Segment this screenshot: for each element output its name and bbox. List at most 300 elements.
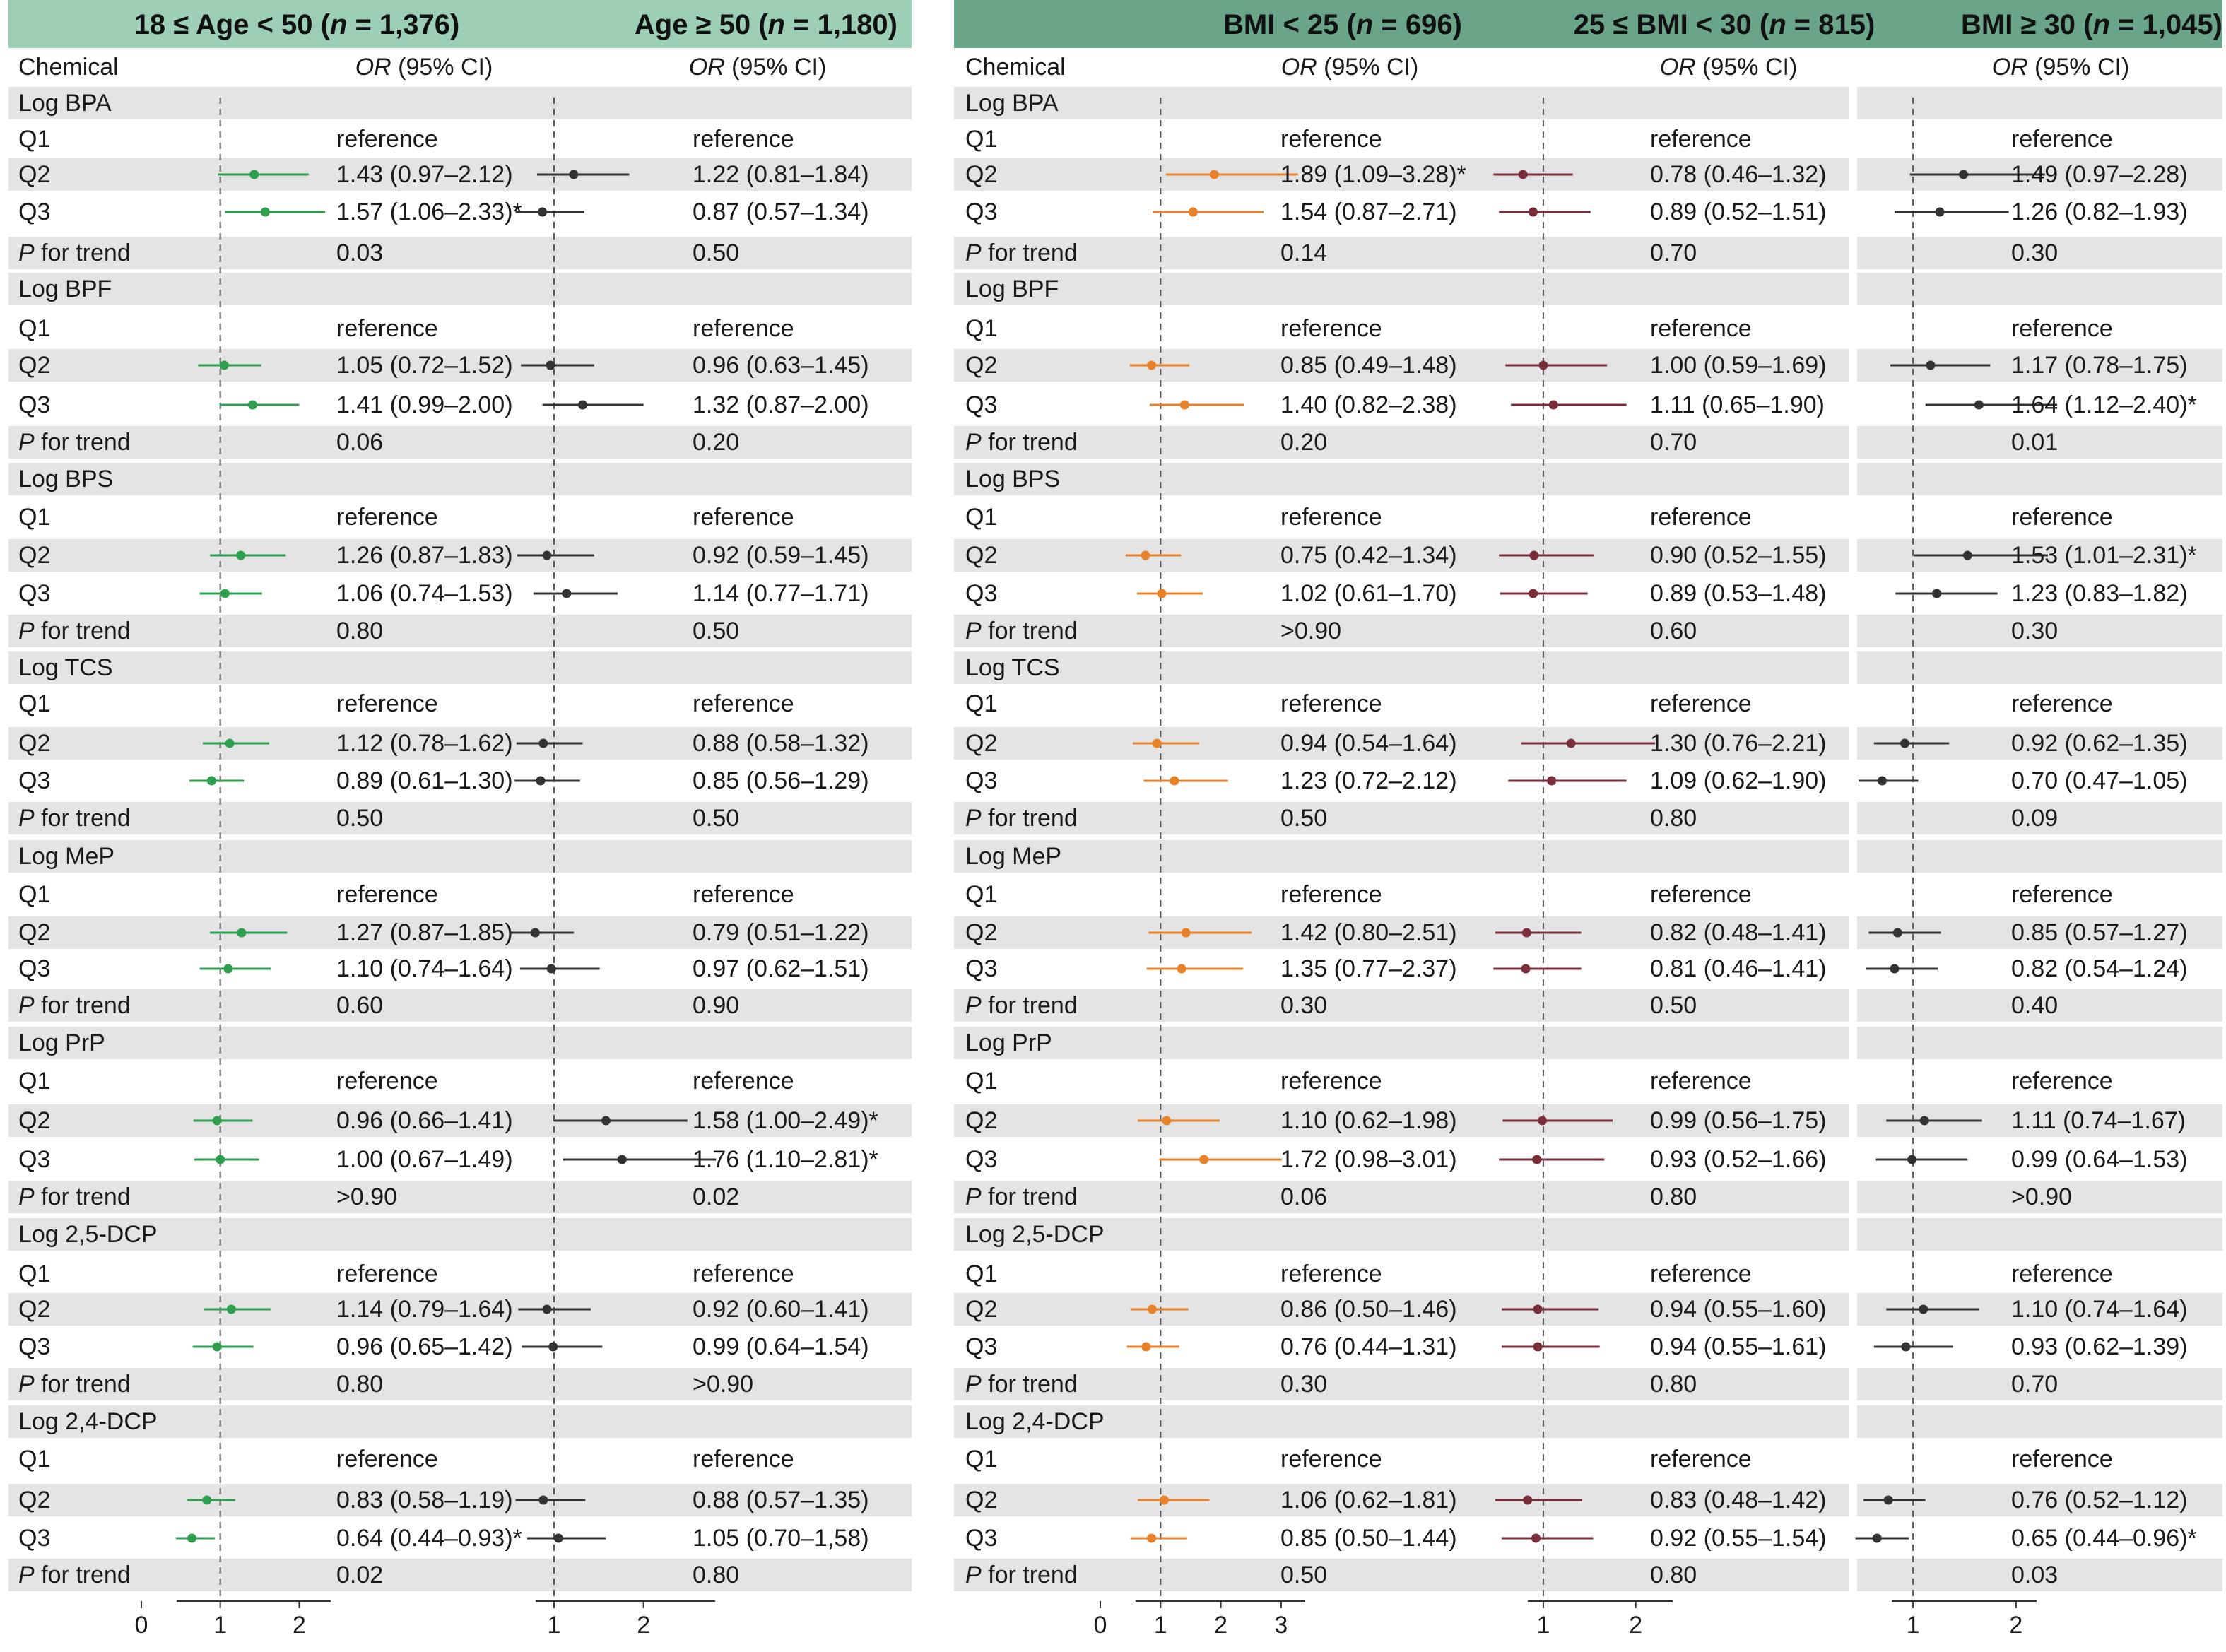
- p-trend-1-0: 0.50: [693, 240, 740, 266]
- quartile-label-1-0-1: Q1: [965, 315, 998, 342]
- or-point-2-4-q2: [1182, 928, 1191, 938]
- stripe-left-1-0: [8, 273, 912, 305]
- p-trend-0-0: 0.03: [336, 240, 384, 266]
- panel-header-1-part-1: n: [767, 9, 785, 40]
- trend-label-0-0: [18, 240, 131, 266]
- quartile-label-6-0-1: Q1: [965, 1261, 998, 1287]
- reference-text-1-7: reference: [693, 1446, 794, 1473]
- quartile-label-6-2-0: Q3: [18, 1333, 51, 1360]
- or-text-2-5-q3: 1.72 (0.98–3.01): [1280, 1146, 1457, 1173]
- column-label-or-1: [689, 54, 827, 81]
- stripe-mid-3-0: [954, 651, 1849, 684]
- reference-text-1-0: reference: [693, 126, 794, 153]
- panel-header-0: [134, 9, 460, 40]
- or-point-0-2-q3: [220, 589, 230, 598]
- or-point-4-7-q3: [1873, 1534, 1882, 1543]
- p-trend-3-4: 0.50: [1650, 992, 1697, 1019]
- or-point-2-5-q2: [1162, 1116, 1171, 1126]
- or-text-2-7-q2: 1.06 (0.62–1.81): [1280, 1487, 1457, 1514]
- reference-text-4-5: reference: [2011, 1068, 2113, 1095]
- panel-header-1-part-2: = 1,180): [784, 9, 897, 40]
- p-trend-1-1: 0.20: [693, 429, 740, 456]
- column-label-or-2-part-1: (95% CI): [1317, 54, 1419, 81]
- reference-text-0-3: reference: [336, 690, 438, 717]
- or-text-0-5-q2: 0.96 (0.66–1.41): [336, 1107, 513, 1134]
- or-text-3-5-q3: 0.93 (0.52–1.66): [1650, 1146, 1827, 1173]
- stripe-left-3-0: [8, 651, 912, 684]
- trend-label-5-0-part-1: for trend: [34, 1184, 131, 1210]
- quartile-label-5-0-1: Q1: [965, 1068, 998, 1095]
- quartile-label-4-0-1: Q1: [965, 881, 998, 908]
- quartile-label-2-2-1: Q3: [965, 580, 998, 607]
- trend-label-4-0-part-1: for trend: [34, 992, 131, 1019]
- or-text-2-1-q3: 1.40 (0.82–2.38): [1280, 391, 1457, 418]
- or-text-2-0-q3: 1.54 (0.87–2.71): [1280, 199, 1457, 225]
- chemical-label-6-0: Log 2,5-DCP: [18, 1221, 158, 1248]
- or-text-2-4-q2: 1.42 (0.80–2.51): [1280, 919, 1457, 946]
- column-label-or-3: [1660, 54, 1798, 81]
- panel-header-1-part-0: Age ≥ 50 (: [634, 9, 768, 40]
- or-point-4-6-q3: [1901, 1343, 1910, 1352]
- column-label-or-0: [355, 54, 493, 81]
- or-point-1-6-q3: [548, 1343, 558, 1352]
- p-trend-0-6: 0.80: [336, 1371, 384, 1398]
- or-text-4-4-q2: 0.85 (0.57–1.27): [2011, 919, 2188, 946]
- or-text-0-7-q2: 0.83 (0.58–1.19): [336, 1487, 513, 1514]
- p-trend-3-0: 0.70: [1650, 240, 1697, 266]
- quartile-label-0-1-0: Q2: [18, 161, 51, 188]
- reference-text-3-1: reference: [1650, 315, 1752, 342]
- or-point-1-5-q2: [601, 1116, 611, 1126]
- quartile-label-0-2-0: Q3: [18, 199, 51, 225]
- column-label-or-4: [1992, 54, 2130, 81]
- column-label-chemical-right: Chemical: [965, 54, 1066, 81]
- quartile-label-4-2-0: Q3: [18, 955, 51, 982]
- trend-label-3-0-part-0: P: [18, 805, 35, 832]
- or-point-0-2-q2: [236, 551, 245, 560]
- or-text-2-2-q2: 0.75 (0.42–1.34): [1280, 542, 1457, 569]
- reference-text-3-6: reference: [1650, 1261, 1752, 1287]
- p-trend-0-3: 0.50: [336, 805, 384, 832]
- trend-label-5-1-part-0: P: [965, 1184, 982, 1210]
- reference-text-0-0: reference: [336, 126, 438, 153]
- or-text-2-6-q2: 0.86 (0.50–1.46): [1280, 1296, 1457, 1323]
- reference-text-0-4: reference: [336, 881, 438, 908]
- or-text-1-3-q3: 0.85 (0.56–1.29): [693, 767, 869, 794]
- panel-header-0-part-2: = 1,376): [347, 9, 460, 40]
- or-text-3-6-q2: 0.94 (0.55–1.60): [1650, 1296, 1827, 1323]
- reference-text-1-4: reference: [693, 881, 794, 908]
- reference-text-3-4: reference: [1650, 881, 1752, 908]
- reference-text-2-2: reference: [1280, 504, 1382, 531]
- reference-text-1-2: reference: [693, 504, 794, 531]
- reference-text-4-1: reference: [2011, 315, 2113, 342]
- p-trend-0-4: 0.60: [336, 992, 384, 1019]
- chemical-label-1-1: Log BPF: [965, 276, 1059, 302]
- trend-label-4-1-part-1: for trend: [981, 992, 1078, 1019]
- reference-text-4-7: reference: [2011, 1446, 2113, 1473]
- stripe-left-1-4: [8, 426, 912, 459]
- trend-label-0-0-part-0: P: [18, 240, 35, 266]
- trend-label-7-0-part-1: for trend: [34, 1562, 131, 1588]
- stripe-right-2-0: [1857, 463, 2222, 495]
- or-text-0-2-q2: 1.26 (0.87–1.83): [336, 542, 513, 569]
- or-text-3-1-q2: 1.00 (0.59–1.69): [1650, 352, 1827, 379]
- reference-text-1-5: reference: [693, 1068, 794, 1095]
- p-trend-0-5: >0.90: [336, 1184, 398, 1210]
- or-point-0-4-q2: [237, 928, 246, 938]
- quartile-label-5-0-0: Q1: [18, 1068, 51, 1095]
- or-text-0-4-q3: 1.10 (0.74–1.64): [336, 955, 513, 982]
- reference-text-2-0: reference: [1280, 126, 1382, 153]
- column-label-chemical-left: Chemical: [18, 54, 119, 81]
- or-text-0-7-q3: 0.64 (0.44–0.93)*: [336, 1525, 522, 1552]
- stripe-right-5-0: [1857, 1027, 2222, 1059]
- or-point-2-2-q3: [1158, 589, 1167, 598]
- panel-header-2-part-1: n: [1355, 9, 1374, 40]
- or-text-2-0-q2: 1.89 (1.09–3.28)*: [1280, 161, 1466, 188]
- quartile-label-6-1-1: Q2: [965, 1296, 998, 1323]
- trend-label-6-1-part-0: P: [965, 1371, 982, 1398]
- stripe-mid-4-4: [954, 989, 1849, 1022]
- chemical-label-7-1: Log 2,4-DCP: [965, 1408, 1105, 1435]
- stripe-right-0-0: [1857, 87, 2222, 119]
- or-text-0-3-q2: 1.12 (0.78–1.62): [336, 730, 513, 757]
- or-point-1-0-q2: [569, 170, 578, 179]
- column-label-or-3-part-0: OR: [1659, 54, 1696, 81]
- reference-text-2-4: reference: [1280, 881, 1382, 908]
- trend-label-1-0: [18, 429, 131, 456]
- quartile-label-5-2-0: Q3: [18, 1146, 51, 1173]
- or-point-3-2-q3: [1529, 589, 1538, 598]
- p-trend-1-7: 0.80: [693, 1562, 740, 1588]
- or-text-1-0-q3: 0.87 (0.57–1.34): [693, 199, 869, 225]
- or-point-2-6-q2: [1148, 1305, 1157, 1314]
- trend-label-3-1: [965, 805, 1078, 832]
- or-point-4-5-q3: [1907, 1155, 1916, 1164]
- or-text-2-2-q3: 1.02 (0.61–1.70): [1280, 580, 1457, 607]
- trend-label-6-1: [965, 1371, 1078, 1398]
- chemical-label-2-0: Log BPS: [18, 466, 114, 492]
- or-text-2-4-q3: 1.35 (0.77–2.37): [1280, 955, 1457, 982]
- quartile-label-7-0-1: Q1: [965, 1446, 998, 1473]
- p-trend-3-2: 0.60: [1650, 618, 1697, 644]
- or-text-1-3-q2: 0.88 (0.58–1.32): [693, 730, 869, 757]
- column-label-or-2: [1281, 54, 1419, 81]
- stripe-mid-0-0: [954, 87, 1849, 119]
- chemical-label-5-0: Log PrP: [18, 1029, 105, 1056]
- or-point-2-1-q2: [1147, 361, 1156, 370]
- trend-label-5-1-part-1: for trend: [981, 1184, 1078, 1210]
- or-point-0-0-q2: [249, 170, 259, 179]
- chemical-label-0-1: Log BPA: [965, 90, 1059, 117]
- or-text-0-2-q3: 1.06 (0.74–1.53): [336, 580, 513, 607]
- p-trend-2-0: 0.14: [1280, 240, 1328, 266]
- or-text-0-1-q3: 1.41 (0.99–2.00): [336, 391, 513, 418]
- or-point-1-4-q3: [547, 964, 556, 974]
- quartile-label-0-0-0: Q1: [18, 126, 51, 153]
- stripe-right-7-0: [1857, 1405, 2222, 1438]
- reference-text-2-7: reference: [1280, 1446, 1382, 1473]
- quartile-label-7-1-1: Q2: [965, 1487, 998, 1514]
- or-point-3-0-q2: [1519, 170, 1528, 179]
- or-text-3-7-q2: 0.83 (0.48–1.42): [1650, 1487, 1827, 1514]
- p-trend-4-7: 0.03: [2011, 1562, 2059, 1588]
- quartile-label-2-0-1: Q1: [965, 504, 998, 531]
- or-point-3-1-q2: [1538, 361, 1548, 370]
- chemical-label-3-0: Log TCS: [18, 654, 113, 681]
- or-text-4-2-q2: 1.53 (1.01–2.31)*: [2011, 542, 2197, 569]
- or-point-3-2-q2: [1529, 551, 1538, 560]
- x-axis-tick-label-3-1: 2: [1629, 1612, 1643, 1639]
- or-point-2-5-q3: [1199, 1155, 1208, 1164]
- quartile-label-6-1-0: Q2: [18, 1296, 51, 1323]
- panel-header-4-part-0: BMI ≥ 30 (: [1961, 9, 2093, 40]
- or-point-4-7-q2: [1884, 1496, 1893, 1505]
- or-text-3-2-q2: 0.90 (0.52–1.55): [1650, 542, 1827, 569]
- or-point-4-6-q2: [1919, 1305, 1928, 1314]
- quartile-label-3-0-1: Q1: [965, 690, 998, 717]
- chemical-label-4-0: Log MeP: [18, 843, 115, 870]
- reference-text-4-2: reference: [2011, 504, 2113, 531]
- or-text-3-3-q3: 1.09 (0.62–1.90): [1650, 767, 1827, 794]
- p-trend-4-5: >0.90: [2011, 1184, 2073, 1210]
- column-label-or-0-part-1: (95% CI): [391, 54, 493, 81]
- or-text-4-7-q2: 0.76 (0.52–1.12): [2011, 1487, 2188, 1514]
- reference-text-2-3: reference: [1280, 690, 1382, 717]
- trend-label-1-1: [965, 429, 1078, 456]
- p-trend-4-6: 0.70: [2011, 1371, 2059, 1398]
- stripe-right-6-0: [1857, 1218, 2222, 1251]
- x-axis-tick-label-2-0: 0: [1093, 1612, 1107, 1639]
- chemical-label-0-0: Log BPA: [18, 90, 112, 117]
- or-text-3-4-q3: 0.81 (0.46–1.41): [1650, 955, 1827, 982]
- or-text-1-0-q2: 1.22 (0.81–1.84): [693, 161, 869, 188]
- quartile-label-3-0-0: Q1: [18, 690, 51, 717]
- or-text-3-0-q3: 0.89 (0.52–1.51): [1650, 199, 1827, 225]
- or-text-1-4-q2: 0.79 (0.51–1.22): [693, 919, 869, 946]
- or-point-3-6-q2: [1533, 1305, 1543, 1314]
- quartile-label-3-1-1: Q2: [965, 730, 998, 757]
- stripe-left-7-4: [8, 1559, 912, 1591]
- reference-text-2-6: reference: [1280, 1261, 1382, 1287]
- quartile-label-0-0-1: Q1: [965, 126, 998, 153]
- or-point-3-4-q2: [1522, 928, 1531, 938]
- panel-header-0-part-1: n: [329, 9, 348, 40]
- or-point-2-3-q3: [1170, 777, 1179, 786]
- chemical-label-3-1: Log TCS: [965, 654, 1060, 681]
- p-trend-2-2: >0.90: [1280, 618, 1342, 644]
- or-text-2-1-q2: 0.85 (0.49–1.48): [1280, 352, 1457, 379]
- or-point-3-1-q3: [1549, 401, 1558, 410]
- or-text-4-6-q2: 1.10 (0.74–1.64): [2011, 1296, 2188, 1323]
- x-axis-tick-label-0-0: 0: [134, 1612, 148, 1639]
- or-text-2-7-q3: 0.85 (0.50–1.44): [1280, 1525, 1457, 1552]
- x-axis-tick-label-2-3: 3: [1274, 1612, 1288, 1639]
- or-point-4-1-q2: [1926, 361, 1935, 370]
- stripe-mid-2-0: [954, 463, 1849, 495]
- or-text-3-2-q3: 0.89 (0.53–1.48): [1650, 580, 1827, 607]
- p-trend-4-2: 0.30: [2011, 618, 2059, 644]
- or-point-2-0-q3: [1189, 208, 1198, 217]
- or-text-4-1-q3: 1.64 (1.12–2.40)*: [2011, 391, 2197, 418]
- quartile-label-7-2-0: Q3: [18, 1525, 51, 1552]
- or-text-1-2-q2: 0.92 (0.59–1.45): [693, 542, 869, 569]
- or-text-0-0-q3: 1.57 (1.06–2.33)*: [336, 199, 522, 225]
- stripe-left-0-4: [8, 237, 912, 269]
- or-point-3-0-q3: [1529, 208, 1538, 217]
- quartile-label-1-1-0: Q2: [18, 352, 51, 379]
- p-trend-2-3: 0.50: [1280, 805, 1328, 832]
- p-trend-1-3: 0.50: [693, 805, 740, 832]
- or-text-1-5-q3: 1.76 (1.10–2.81)*: [693, 1146, 878, 1173]
- or-point-3-6-q3: [1533, 1343, 1543, 1352]
- trend-label-2-1-part-1: for trend: [981, 618, 1078, 644]
- trend-label-0-1-part-1: for trend: [981, 240, 1078, 266]
- quartile-label-1-2-1: Q3: [965, 391, 998, 418]
- p-trend-3-7: 0.80: [1650, 1562, 1697, 1588]
- or-text-3-3-q2: 1.30 (0.76–2.21): [1650, 730, 1827, 757]
- chemical-label-2-1: Log BPS: [965, 466, 1061, 492]
- p-trend-0-1: 0.06: [336, 429, 384, 456]
- or-point-0-0-q3: [261, 208, 270, 217]
- or-text-0-5-q3: 1.00 (0.67–1.49): [336, 1146, 513, 1173]
- or-point-4-2-q2: [1963, 551, 1972, 560]
- x-axis-tick-label-2-1: 1: [1153, 1612, 1167, 1639]
- reference-text-1-6: reference: [693, 1261, 794, 1287]
- stripe-left-5-4: [8, 1181, 912, 1213]
- or-point-3-4-q3: [1521, 964, 1531, 974]
- p-trend-3-6: 0.80: [1650, 1371, 1697, 1398]
- trend-label-4-0: [18, 992, 131, 1019]
- or-point-1-1-q2: [546, 361, 555, 370]
- or-point-2-6-q3: [1141, 1343, 1150, 1352]
- or-point-0-3-q3: [207, 777, 216, 786]
- or-point-2-3-q2: [1153, 739, 1162, 748]
- or-point-4-0-q2: [1959, 170, 1968, 179]
- chemical-label-4-1: Log MeP: [965, 843, 1062, 870]
- quartile-label-1-0-0: Q1: [18, 315, 51, 342]
- or-point-1-3-q2: [538, 739, 548, 748]
- x-axis-tick-label-4-1: 2: [2009, 1612, 2023, 1639]
- or-text-3-6-q3: 0.94 (0.55–1.61): [1650, 1333, 1827, 1360]
- trend-label-2-0: [18, 618, 131, 644]
- or-point-1-7-q3: [554, 1534, 563, 1543]
- or-text-0-3-q3: 0.89 (0.61–1.30): [336, 767, 513, 794]
- or-text-3-5-q2: 0.99 (0.56–1.75): [1650, 1107, 1827, 1134]
- stripe-mid-5-4: [954, 1181, 1849, 1213]
- reference-text-0-1: reference: [336, 315, 438, 342]
- or-point-0-6-q3: [213, 1343, 222, 1352]
- quartile-label-3-1-0: Q2: [18, 730, 51, 757]
- p-trend-1-5: 0.02: [693, 1184, 740, 1210]
- or-point-0-5-q3: [216, 1155, 225, 1164]
- or-point-4-0-q3: [1936, 208, 1945, 217]
- trend-label-4-1: [965, 992, 1078, 1019]
- stripe-mid-1-0: [954, 273, 1849, 305]
- quartile-label-7-2-1: Q3: [965, 1525, 998, 1552]
- stripe-left-2-4: [8, 615, 912, 647]
- or-text-0-6-q2: 1.14 (0.79–1.64): [336, 1296, 513, 1323]
- p-trend-4-3: 0.09: [2011, 805, 2059, 832]
- trend-label-5-0: [18, 1184, 131, 1210]
- x-axis-tick-label-1-1: 2: [637, 1612, 651, 1639]
- trend-label-6-0: [18, 1371, 131, 1398]
- reference-text-0-5: reference: [336, 1068, 438, 1095]
- or-point-4-4-q3: [1890, 964, 1899, 974]
- or-point-1-5-q3: [618, 1155, 627, 1164]
- or-point-3-5-q2: [1538, 1116, 1547, 1126]
- quartile-label-4-2-1: Q3: [965, 955, 998, 982]
- stripe-mid-5-0: [954, 1027, 1849, 1059]
- trend-label-6-0-part-0: P: [18, 1371, 35, 1398]
- quartile-label-6-2-1: Q3: [965, 1333, 998, 1360]
- reference-text-4-0: reference: [2011, 126, 2113, 153]
- trend-label-2-0-part-0: P: [18, 618, 35, 644]
- quartile-label-3-2-1: Q3: [965, 767, 998, 794]
- stripe-mid-4-0: [954, 840, 1849, 873]
- or-text-1-7-q2: 0.88 (0.57–1.35): [693, 1487, 869, 1514]
- quartile-label-2-0-0: Q1: [18, 504, 51, 531]
- stripe-mid-6-4: [954, 1368, 1849, 1400]
- chemical-label-6-1: Log 2,5-DCP: [965, 1221, 1105, 1248]
- or-point-4-4-q2: [1893, 928, 1902, 938]
- stripe-mid-1-4: [954, 426, 1849, 459]
- trend-label-2-1-part-0: P: [965, 618, 982, 644]
- trend-label-3-0-part-1: for trend: [34, 805, 131, 832]
- quartile-label-7-0-0: Q1: [18, 1446, 51, 1473]
- stripe-left-0-0: [8, 87, 912, 119]
- or-text-0-6-q3: 0.96 (0.65–1.42): [336, 1333, 513, 1360]
- panel-header-0-part-0: 18 ≤ Age < 50 (: [134, 9, 330, 40]
- x-axis-tick-label-0-1: 1: [213, 1612, 228, 1639]
- or-point-4-2-q3: [1932, 589, 1941, 598]
- or-point-2-0-q2: [1210, 170, 1219, 179]
- or-text-1-1-q2: 0.96 (0.63–1.45): [693, 352, 869, 379]
- or-text-4-1-q2: 1.17 (0.78–1.75): [2011, 352, 2188, 379]
- or-point-2-4-q3: [1177, 964, 1186, 974]
- p-trend-2-1: 0.20: [1280, 429, 1328, 456]
- p-trend-1-2: 0.50: [693, 618, 740, 644]
- stripe-left-2-0: [8, 463, 912, 495]
- or-point-1-7-q2: [538, 1496, 548, 1505]
- reference-text-1-3: reference: [693, 690, 794, 717]
- p-trend-4-4: 0.40: [2011, 992, 2059, 1019]
- column-label-or-4-part-1: (95% CI): [2027, 54, 2130, 81]
- or-point-0-7-q2: [202, 1496, 211, 1505]
- quartile-label-2-1-0: Q2: [18, 542, 51, 569]
- or-point-0-7-q3: [187, 1534, 196, 1543]
- trend-label-1-1-part-0: P: [965, 429, 982, 456]
- quartile-label-0-1-1: Q2: [965, 161, 998, 188]
- or-point-2-7-q2: [1160, 1496, 1169, 1505]
- or-point-2-1-q3: [1180, 401, 1189, 410]
- trend-label-3-1-part-0: P: [965, 805, 982, 832]
- or-point-1-3-q3: [536, 777, 546, 786]
- stripe-left-4-0: [8, 840, 912, 873]
- stripe-left-4-4: [8, 989, 912, 1022]
- panel-header-3-part-2: = 815): [1786, 9, 1875, 40]
- reference-text-3-0: reference: [1650, 126, 1752, 153]
- column-label-or-1-part-1: (95% CI): [724, 54, 827, 81]
- trend-label-0-1: [965, 240, 1078, 266]
- or-text-0-4-q2: 1.27 (0.87–1.85): [336, 919, 513, 946]
- p-trend-0-7: 0.02: [336, 1562, 384, 1588]
- quartile-label-4-0-0: Q1: [18, 881, 51, 908]
- or-text-3-1-q3: 1.11 (0.65–1.90): [1650, 391, 1825, 418]
- p-trend-3-3: 0.80: [1650, 805, 1697, 832]
- trend-label-1-1-part-1: for trend: [981, 429, 1078, 456]
